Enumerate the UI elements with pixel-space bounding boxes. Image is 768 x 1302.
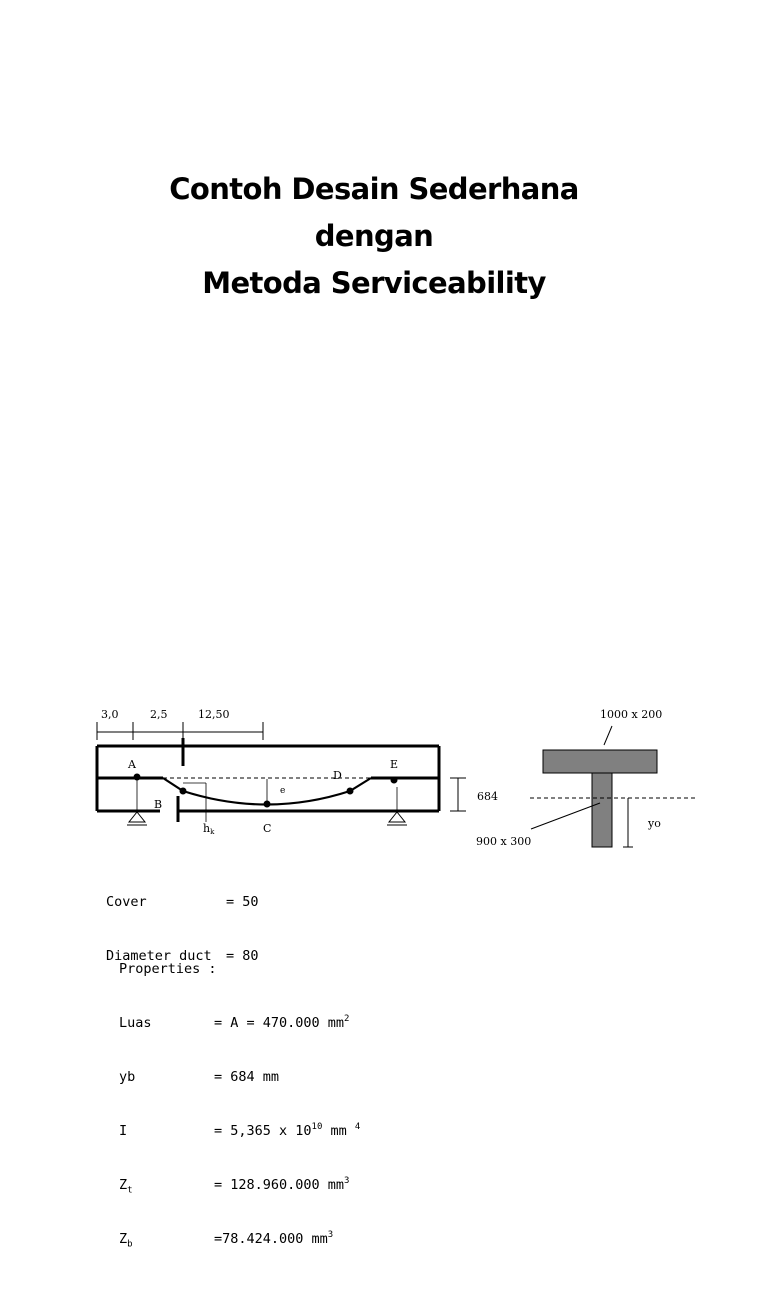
property-value: = 684 mm <box>214 1069 280 1085</box>
point-label-b: B <box>154 798 163 811</box>
tsection-flange <box>543 750 657 773</box>
support-right <box>387 812 407 825</box>
yb-bracket <box>623 798 633 847</box>
spec-label: Cover <box>106 894 147 910</box>
property-row-zb <box>119 1230 519 1248</box>
eccentricity-label: e <box>280 786 286 796</box>
support-left <box>127 812 147 825</box>
property-value: =78.424.000 $mm^3$ <box>214 1230 334 1247</box>
property-label: Luas <box>119 1015 152 1031</box>
web-leader <box>531 803 600 829</box>
point-label-a: A <box>128 758 136 771</box>
flange-label: 1000 x 200 <box>600 708 663 721</box>
property-label: $Z_t$ <box>119 1177 133 1196</box>
flange-leader <box>604 726 612 745</box>
point-label-e: E <box>390 758 399 771</box>
property-value: = 5,365 x $10^{10}$ mm $^4$ <box>214 1122 361 1139</box>
dim-label-2: 2,5 <box>150 708 168 721</box>
title-line-3: Metoda Serviceability <box>202 266 546 300</box>
property-row-yb <box>119 1068 519 1086</box>
property-label: yb <box>119 1069 136 1085</box>
beam-outline <box>97 738 439 822</box>
height-label: 684 <box>477 790 498 803</box>
point-label-d: D <box>333 769 342 782</box>
property-row-i <box>119 1122 519 1140</box>
property-value: = A = 470.000 $mm^2$ <box>214 1014 350 1031</box>
property-label: I <box>119 1123 128 1139</box>
height-bracket <box>450 778 466 811</box>
reference-lines <box>137 778 397 822</box>
web-label: 900 x 300 <box>476 835 532 848</box>
point-label-c: C <box>263 822 272 835</box>
property-label: $Z_b$ <box>119 1231 133 1250</box>
property-value: = 128.960.000 $mm^3$ <box>214 1176 350 1193</box>
properties-heading: Properties : <box>119 961 217 977</box>
spec-label: Diameter duct <box>106 948 212 964</box>
dim-label-1: 3,0 <box>101 708 119 721</box>
hk-label: hk <box>203 822 215 836</box>
title-line-1: Contoh Desain Sederhana <box>169 172 579 206</box>
spec-row-cover <box>106 893 406 911</box>
property-row-luas <box>119 1014 519 1032</box>
properties-block <box>119 924 519 1266</box>
spec-value: = 80 <box>226 948 259 964</box>
tendon-points <box>134 774 398 808</box>
dimension-line <box>97 722 263 740</box>
dim-label-3: 12,50 <box>198 708 230 721</box>
yb-label: yo <box>648 817 661 830</box>
spec-value: = 50 <box>226 894 259 910</box>
property-row-zt <box>119 1176 519 1194</box>
tsection-web <box>592 773 612 847</box>
title-line-2: dengan <box>314 219 434 253</box>
